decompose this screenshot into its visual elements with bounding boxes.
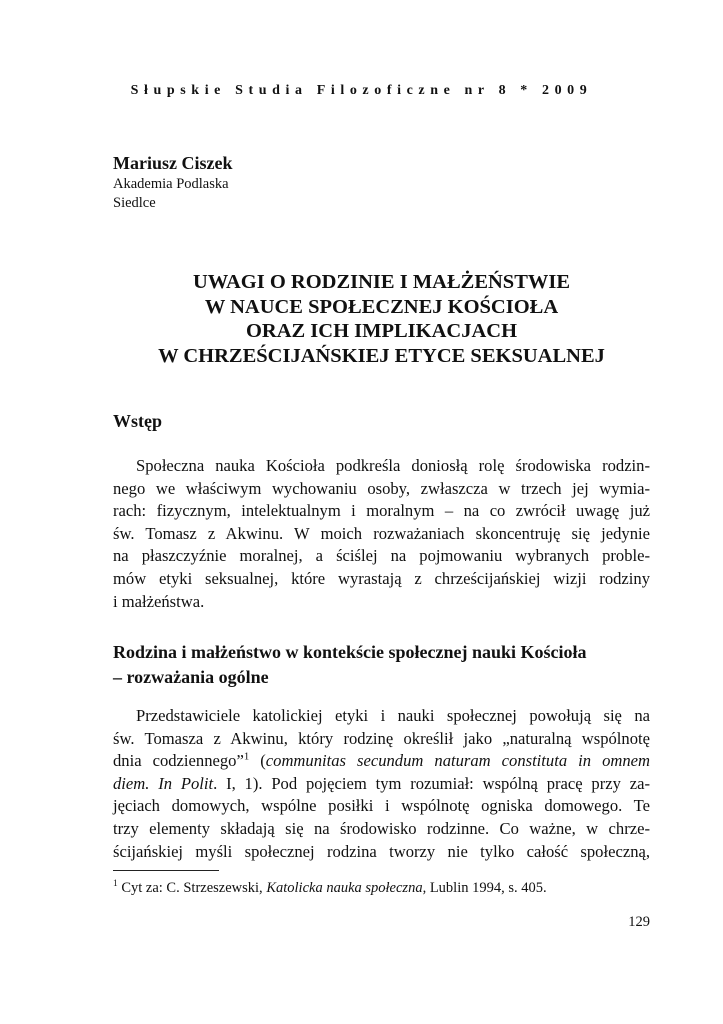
footnote-marker: 1 [113,879,118,890]
paragraph-family [113,705,650,863]
text-fragment: . I, 1). Pod pojęciem tym rozumiał: wspólną pracę przy za- [213,773,650,793]
text-line [113,773,650,796]
text-line: św. Tomasz z Akwinu. W moich rozważaniach skoncentruję się jedynie [113,523,650,543]
text-line: mów etyki seksualnej, które wyrastają z chrześcijańskiej wizji rodziny [113,568,650,588]
footnote-book-title: Katolicka nauka społeczna [266,880,423,896]
footnote [113,880,547,897]
text-line-with-footnote [113,750,650,773]
title-line: W CHRZEŚCIJAŃSKIEJ ETYCE SEKSUALNEJ [158,344,605,367]
section-heading-family [113,640,587,690]
text-line: jęciach domowych, wspólne posiłki i wspólnotę ogniska domowego. Te [113,796,650,816]
author-affiliation: Akademia Podlaska [113,176,229,192]
author-name: Mariusz Ciszek [113,153,233,173]
article-title [113,270,650,368]
title-line: UWAGI O RODZINIE I MAŁŻEŃSTWIE [192,271,571,293]
title-line: W NAUCE SPOŁECZNEJ KOŚCIOŁA [204,295,559,318]
text-line: Społeczna nauka Kościoła podkreśla doniosłą rolę środowiska rodzin- [136,456,650,475]
title-line: ORAZ ICH IMPLIKACJACH [245,320,518,342]
footnote-text: Cyt za: C. Strzeszewski, [117,880,267,896]
page-number: 129 [628,914,650,930]
paragraph-intro [113,455,650,613]
latin-quote: communitas secundum naturam constituta in omnem [265,751,651,771]
text-line: rach: fizycznym, intelektualnym i moralnym – na co zwrócił uwagę już [113,501,650,521]
text-line: i małżeństwa. [113,591,205,611]
heading-line: Rodzina i małżeństwo w kontekście społecznej nauki Kościoła [113,642,587,662]
text-line: trzy elementy składają się na środowisko rodzinne. Co ważne, w chrze- [113,818,650,838]
footnote-text: , Lublin 1994, s. 405. [422,880,547,896]
heading-line: – rozważania ogólne [113,667,269,687]
text-line: na płaszczyźnie moralnej, a ściślej na pojmowaniu wybranych proble- [113,546,650,566]
text-line: ścijańskiej myśli społecznej rodzina tworzy nie tylko całość społeczną, [113,841,650,861]
latin-quote: diem. In Polit [113,773,214,793]
text-fragment: ( [249,751,266,771]
footnote-reference[interactable]: 1 [243,750,250,763]
running-head: Słupskie Studia Filozoficzne nr 8 * 2009 [130,83,593,98]
text-fragment: dnia codziennego” [113,751,244,771]
author-city: Siedlce [113,195,156,211]
footnote-rule [113,870,219,871]
text-line: nego we właściwym wychowaniu osoby, zwłaszcza w trzech jej wymia- [113,478,650,498]
text-line: św. Tomasza z Akwinu, który rodzinę określił jako „naturalną wspólnotę [113,728,650,748]
section-heading-intro: Wstęp [113,411,162,431]
text-line: Przedstawiciele katolickiej etyki i nauki społecznej powołują się na [136,706,650,725]
